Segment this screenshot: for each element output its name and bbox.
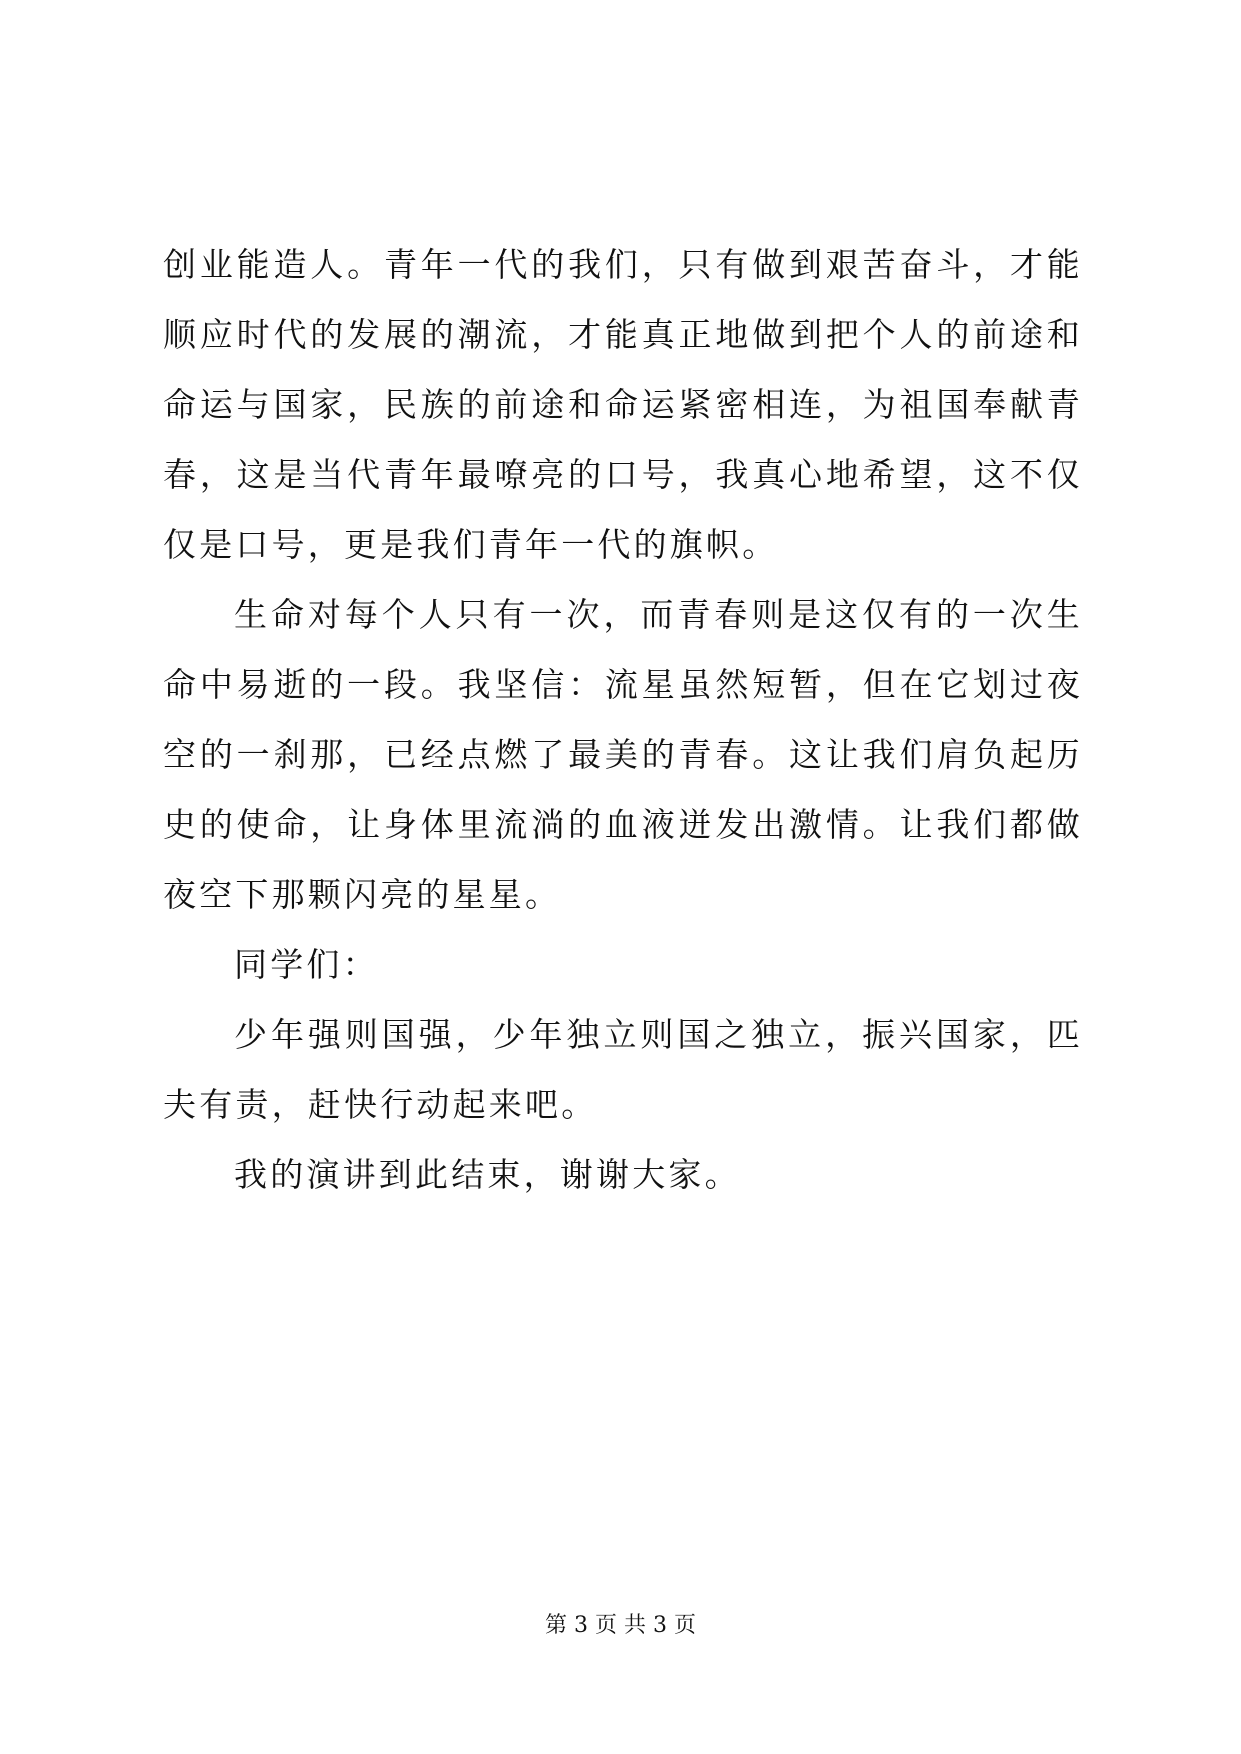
paragraph-call-to-action: 少年强则国强，少年独立则国之独立，振兴国家，匹夫有责，赶快行动起来吧。 [163, 1015, 1083, 1124]
paragraph-life-and-youth: 生命对每个人只有一次，而青春则是这仅有的一次生命中易逝的一段。我坚信：流星虽然短暂，但在它划过夜空的一刹那，已经点燃了最美的青春。这让我们肩负起历史的使命，让身体里流淌的血液迸发出激情。让我们都做夜空下那颗闪亮的星星。 [163, 595, 1083, 914]
paragraph-salutation: 同学们： [234, 945, 379, 984]
paragraph-continuation: 创业能造人。青年一代的我们，只有做到艰苦奋斗，才能顺应时代的发展的潮流，才能真正地做到把个人的前途和命运与国家，民族的前途和命运紧密相连，为祖国奉献青春，这是当代青年最嘹亮的口号，我真心地希望，这不仅仅是口号，更是我们青年一代的旗帜。 [163, 245, 1083, 564]
paragraph-closing: 我的演讲到此结束，谢谢大家。 [234, 1155, 741, 1194]
document-body [163, 230, 1083, 1210]
page-footer: 第 3 页 共 3 页 [545, 1613, 696, 1638]
